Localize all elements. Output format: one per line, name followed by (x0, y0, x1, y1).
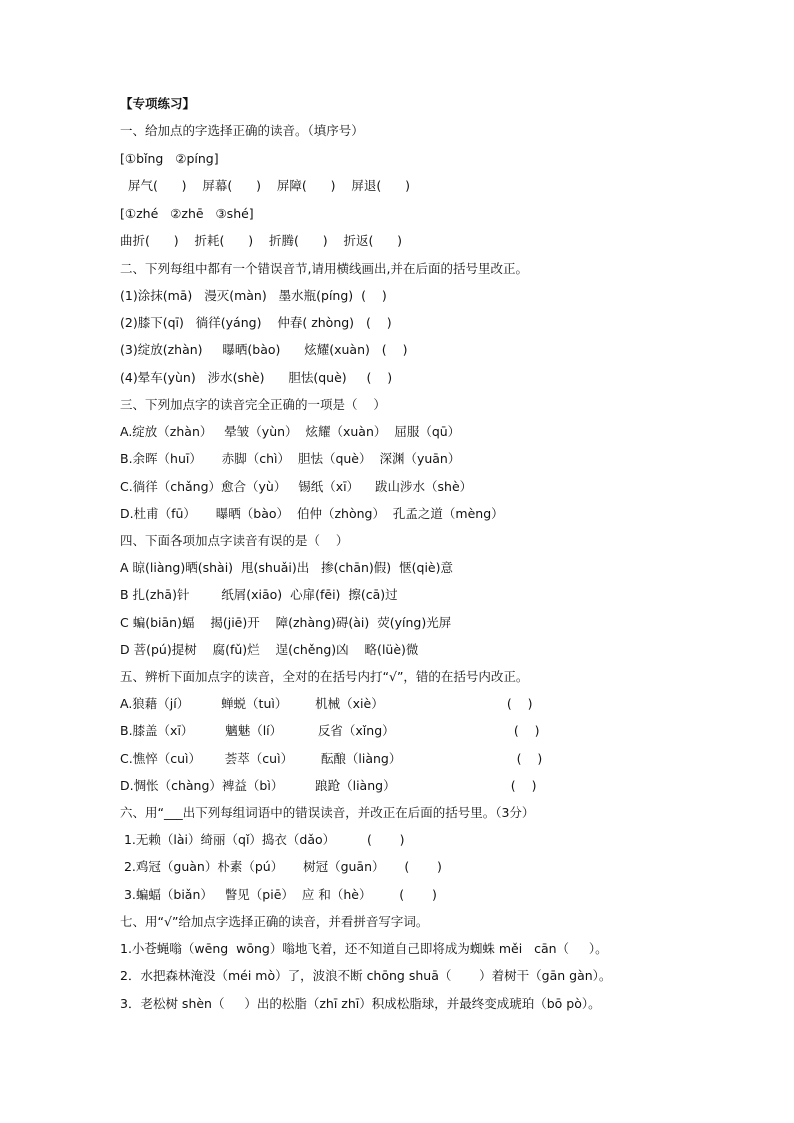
option-c: C 蝙(biān)蝠 揭(jiē)开 障(zhàng)碍(ài) 荧(yíng)光屏 (120, 615, 452, 630)
question-heading-5: 五、辨析下面加点字的读音，全对的在括号内打“√”，错的在括号内改正。 (120, 669, 529, 684)
option-d: D 菩(pú)提树 腐(fǔ)烂 逞(chěng)凶 略(lüè)微 (120, 642, 419, 657)
exercise-line: 2.鸡冠（guàn）朴素（pú） 树冠（guān） ( ) (120, 859, 442, 874)
exercise-line: (3)绽放(zhàn) 曝晒(bào) 炫耀(xuàn) ( ) (120, 342, 408, 357)
option-a: A 晾(liàng)晒(shài) 甩(shuǎi)出 掺(chān)假) 惬(qiè)意 (120, 560, 453, 575)
exercise-line: 1.无赖（lài）绮丽（qǐ）捣衣（dǎo） ( ) (120, 832, 405, 847)
exercise-line: 1.小苍蝇嗡（wēng wōng）嗡地飞着，还不知道自己即将成为蜘蛛 měi cān（ ）。 (120, 941, 608, 956)
option-c: C.憔悴（cuì） 荟萃（cuì） 酝酿（liàng） ( ) (120, 751, 543, 766)
option-d: D.惆怅（chàng）裨益（bì） 踉跄（liàng） ( ) (120, 778, 537, 793)
question-heading-3: 三、下列加点字的读音完全正确的一项是（ ） (120, 397, 386, 412)
option-c: C.徜徉（chǎng）愈合（yù） 锡纸（xī） 跋山涉水（shè） (120, 479, 473, 494)
exercise-line: (4)晕车(yùn) 涉水(shè) 胆怯(què) ( ) (120, 370, 393, 385)
option-b: B.余晖（huī） 赤脚（chì） 胆怯（què） 深渊（yuān） (120, 451, 461, 466)
option-b: B 扎(zhā)针 纸屑(xiāo) 心扉(fēi) 擦(cā)过 (120, 587, 398, 602)
answer-line: 屏气( ) 屏幕( ) 屏障( ) 屏退( ) (120, 178, 411, 193)
question-heading-2: 二、下列每组中都有一个错误音节,请用横线画出,并在后面的括号里改正。 (120, 261, 528, 276)
question-heading-4: 四、下面各项加点字读音有误的是（ ） (120, 533, 349, 548)
exercise-line: 3.蝙蝠（biǎn） 瞥见（piē） 应 和（hè） ( ) (120, 887, 437, 902)
section-heading: 【专项练习】 (120, 96, 196, 111)
option-b: B.膝盖（xī） 魑魅（lí） 反省（xǐng） ( ) (120, 723, 540, 738)
question-heading-1: 一、给加点的字选择正确的读音。（填序号） (120, 123, 364, 138)
answer-line: 曲折( ) 折耗( ) 折腾( ) 折返( ) (120, 233, 403, 248)
exercise-line: (2)膝下(qī) 徜徉(yáng) 仲春( zhòng) ( ) (120, 315, 392, 330)
exercise-line: 2．水把森林淹没（méi mò）了，波浪不断 chōng shuā（ ）着树干（gān gàn）。 (120, 968, 612, 983)
pinyin-options: [①bǐng ②píng] (120, 151, 219, 166)
question-heading-7: 七、用“√”给加点字选择正确的读音，并看拼音写字词。 (120, 914, 429, 929)
option-a: A.狼藉（jí） 蝉蜕（tuì） 机械（xiè） ( ) (120, 696, 533, 711)
option-d: D.杜甫（fū） 曝晒（bào） 伯仲（zhòng） 孔孟之道（mèng） (120, 506, 504, 521)
exercise-line: 3．老松树 shèn（ ）出的松脂（zhī zhī）积成松脂球，并最终变成琥珀（bō pò）。 (120, 996, 601, 1011)
exercise-line: (1)涂抹(mā) 漫灭(màn) 墨水瓶(píng) ( ) (120, 288, 387, 303)
option-a: A.绽放（zhàn） 晕皱（yùn） 炫耀（xuàn） 屈服（qū） (120, 424, 461, 439)
question-heading-6: 六、用“___出下列每组词语中的错误读音，并改正在后面的括号里。（3分） (120, 805, 535, 820)
pinyin-options: [①zhé ②zhē ③shé] (120, 206, 254, 221)
